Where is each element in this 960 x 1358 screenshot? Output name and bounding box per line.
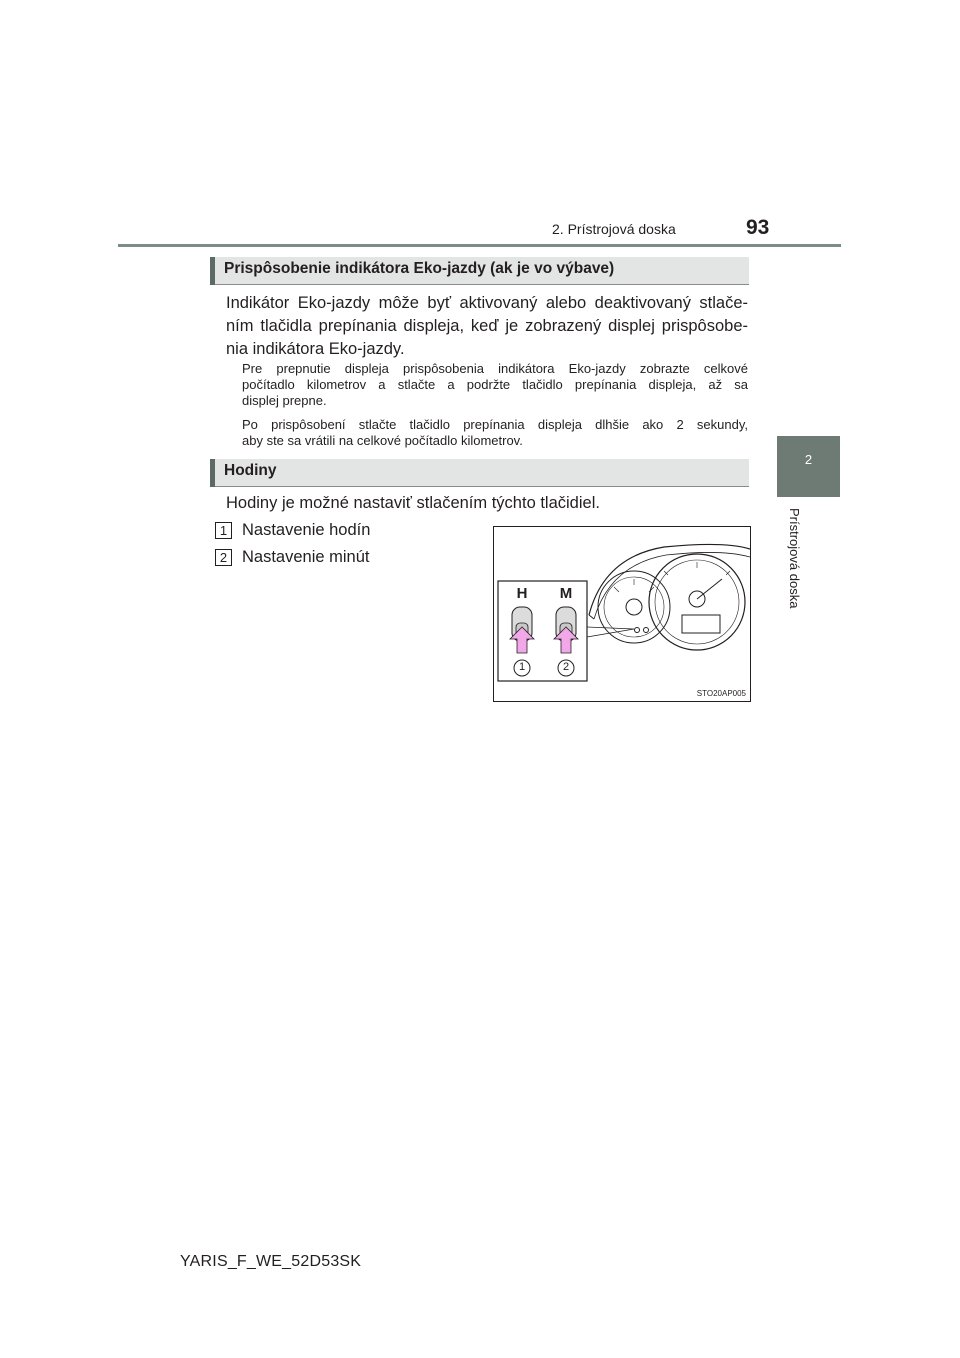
clock-buttons-illustration — [493, 526, 751, 702]
clock-intro: Hodiny je možné nastaviť stlačením týchto tlačidiel. — [226, 494, 600, 512]
item-number-1: 1 — [215, 522, 232, 539]
section-title: Hodiny — [224, 462, 277, 479]
page-number: 93 — [746, 216, 770, 239]
item-number-2: 2 — [215, 549, 232, 566]
side-tab-divider — [777, 495, 840, 497]
text-line: Po prispôsobení stlačte tlačidlo prepínania displeja dlhšie ako 2 sekundy, — [242, 417, 748, 432]
section-heading-eco — [210, 257, 749, 285]
text-line: Indikátor Eko-jazdy môže byť aktivovaný alebo deaktivovaný stlače- — [226, 294, 748, 312]
text-line: displej prepne. — [242, 393, 327, 408]
text-line: počítadlo kilometrov a stlačte a podržte tlačidlo prepínania displeja, až sa — [242, 377, 748, 392]
button-h-label: H — [516, 585, 528, 602]
text-line: aby ste sa vrátili na celkové počítadlo kilometrov. — [242, 433, 523, 448]
section-accent — [210, 459, 215, 487]
document-code: YARIS_F_WE_52D53SK — [180, 1253, 362, 1270]
eco-note-1 — [242, 361, 748, 409]
section-accent — [210, 257, 215, 285]
text-line: ním tlačidla prepínania displeja, keď je zobrazený displej prispôsobe- — [226, 317, 748, 335]
chapter-side-label: Prístrojová doska — [787, 508, 802, 609]
eco-intro-paragraph — [226, 292, 748, 361]
instrument-cluster-drawing — [494, 527, 750, 701]
item-label-hours: Nastavenie hodín — [242, 521, 371, 539]
callout-2-label: 2 — [562, 661, 570, 673]
section-title: Prispôsobenie indikátora Eko-jazdy (ak je vo výbave) — [224, 260, 615, 277]
chapter-side-tab-number: 2 — [804, 452, 813, 467]
figure-code: STO20AP005 — [696, 689, 746, 698]
button-m-label: M — [559, 585, 573, 602]
text-line: nia indikátora Eko-jazdy. — [226, 340, 405, 358]
item-label-minutes: Nastavenie minút — [242, 548, 370, 566]
callout-1-label: 1 — [518, 661, 526, 673]
header-divider — [118, 244, 841, 247]
section-heading-clock — [210, 459, 749, 487]
chapter-title: 2. Prístrojová doska — [552, 221, 676, 237]
eco-note-2 — [242, 417, 748, 449]
text-line: Pre prepnutie displeja prispôsobenia indikátora Eko-jazdy zobrazte celkové — [242, 361, 748, 376]
